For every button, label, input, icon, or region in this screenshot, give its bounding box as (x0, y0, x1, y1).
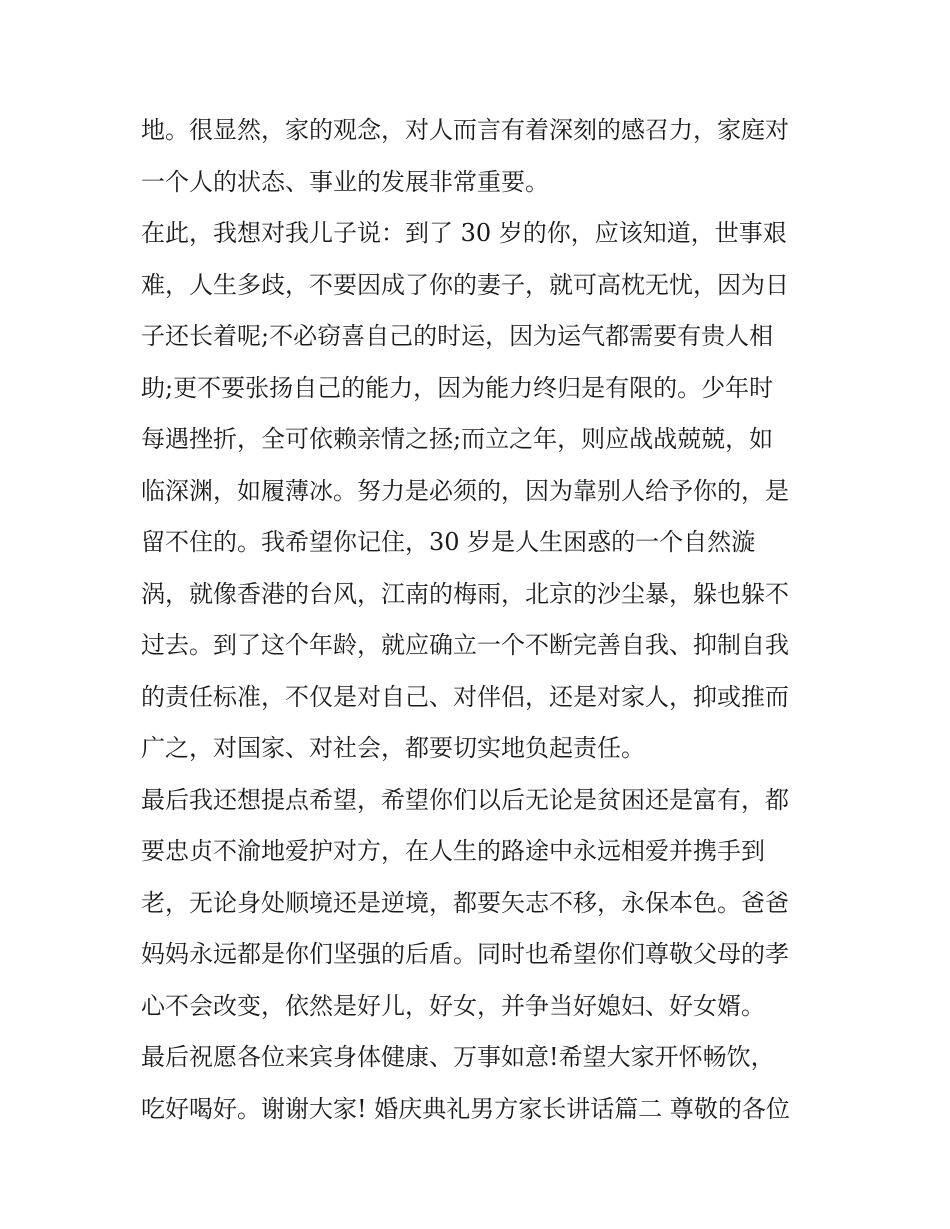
text-line: 广之，对国家、对社会，都要切实地负起责任。 (141, 734, 645, 762)
text-line: 吃好喝好。谢谢大家! 婚庆典礼男方家长讲话篇二 尊敬的各位 (141, 1094, 790, 1123)
document-body-text (141, 105, 821, 1135)
text-line: 过去。到了这个年龄，就应确立一个不断完善自我、抑制自我 (141, 631, 789, 659)
text-line: 心不会改变，依然是好儿，好女，并争当好媳妇、好女婿。 (141, 991, 765, 1020)
text-line: 在此，我想对我儿子说：到了 30 岁的你，应该知道，世事艰 (141, 219, 787, 247)
text-line: 老，无论身处顺境还是逆境，都要矢志不移，永保本色。爸爸 (141, 888, 789, 917)
text-line: 每遇挫折，全可依赖亲情之拯;而立之年，则应战战兢兢，如 (141, 425, 774, 453)
text-line: 地。很显然，家的观念，对人而言有着深刻的感召力，家庭对 (141, 116, 789, 144)
text-line: 最后祝愿各位来宾身体健康、万事如意!希望大家开怀畅饮， (141, 1043, 775, 1071)
text-line: 的责任标准，不仅是对自己、对伴侣，还是对家人，抑或推而 (141, 682, 789, 711)
text-line: 助;更不要张扬自己的能力，因为能力终归是有限的。少年时 (141, 373, 774, 402)
text-line: 最后我还想提点希望，希望你们以后无论是贫困还是富有，都 (141, 785, 789, 814)
text-line: 子还长着呢;不必窃喜自己的时运，因为运气都需要有贵人相 (141, 322, 774, 350)
text-line: 一个人的状态、事业的发展非常重要。 (141, 167, 549, 196)
text-line: 临深渊，如履薄冰。努力是必须的，因为靠别人给予你的，是 (141, 476, 789, 505)
text-line: 要忠贞不渝地爱护对方，在人生的路途中永远相爱并携手到 (141, 837, 765, 865)
text-line: 涡，就像香港的台风，江南的梅雨，北京的沙尘暴，躲也躲不 (141, 579, 789, 608)
text-line: 留不住的。我希望你记住，30 岁是人生困惑的一个自然漩 (141, 528, 756, 556)
text-line: 难，人生多歧，不要因成了你的妻子，就可高枕无忧，因为日 (141, 270, 789, 299)
text-line: 妈妈永远都是你们坚强的后盾。同时也希望你们尊敬父母的孝 (141, 940, 789, 968)
